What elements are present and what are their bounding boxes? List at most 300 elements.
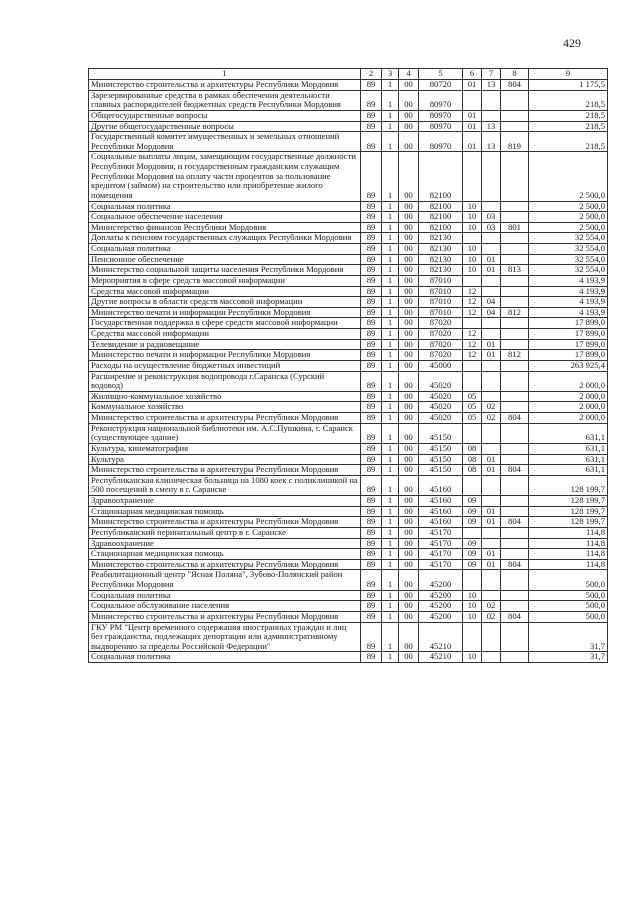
cell-code: 1 (382, 590, 399, 601)
row-name-cell: Социальная политика (89, 590, 361, 601)
row-name-cell: Телевидение и радиовещание (89, 339, 361, 350)
cell-code: 1 (382, 465, 399, 476)
cell-code: 1 (382, 622, 399, 652)
column-header: 8 (501, 69, 529, 80)
row-name-cell: Социальная политика (89, 201, 361, 212)
cell-ministry-code: 813 (501, 265, 529, 276)
column-header: 5 (419, 69, 463, 80)
cell-section: 09 (463, 549, 482, 560)
cell-subsection: 01 (482, 549, 501, 560)
cell-ministry-code: 812 (501, 307, 529, 318)
row-name-cell: Коммунальное хозяйство (89, 402, 361, 413)
table-row (89, 465, 608, 476)
cell-section: 01 (463, 110, 482, 121)
cell-subsection (482, 570, 501, 590)
cell-code: 89 (361, 132, 382, 152)
table-row (89, 286, 608, 297)
cell-ministry-code (501, 496, 529, 507)
cell-code: 00 (399, 233, 419, 244)
cell-subsection (482, 475, 501, 495)
cell-ministry-code (501, 538, 529, 549)
cell-code: 89 (361, 413, 382, 424)
row-name-cell: Здравоохранение (89, 538, 361, 549)
cell-subsection: 01 (482, 506, 501, 517)
table-row (89, 454, 608, 465)
cell-code: 89 (361, 201, 382, 212)
cell-amount: 218,5 (529, 110, 608, 121)
cell-code: 00 (399, 413, 419, 424)
cell-ministry-code (501, 110, 529, 121)
cell-code: 00 (399, 402, 419, 413)
cell-code: 00 (399, 423, 419, 443)
column-header: 3 (382, 69, 399, 80)
cell-section: 12 (463, 307, 482, 318)
cell-code: 45170 (419, 527, 463, 538)
cell-section: 12 (463, 350, 482, 361)
cell-code: 45160 (419, 496, 463, 507)
cell-subsection (482, 622, 501, 652)
table-row (89, 222, 608, 233)
cell-section (463, 423, 482, 443)
cell-section: 10 (463, 254, 482, 265)
cell-amount: 4 193,9 (529, 297, 608, 308)
row-name-cell: Министерство строительства и архитектуры Республики Мордовия (89, 559, 361, 570)
cell-code: 00 (399, 201, 419, 212)
cell-amount: 4 193,9 (529, 275, 608, 286)
cell-code: 87020 (419, 350, 463, 361)
cell-code: 1 (382, 391, 399, 402)
cell-ministry-code: 801 (501, 222, 529, 233)
row-name-cell: Доплаты к пенсиям государственных служащих Республики Мордовия (89, 233, 361, 244)
cell-code: 00 (399, 244, 419, 255)
table-row (89, 527, 608, 538)
cell-code: 1 (382, 307, 399, 318)
cell-code: 1 (382, 517, 399, 528)
cell-subsection (482, 329, 501, 340)
cell-ministry-code (501, 244, 529, 255)
cell-section (463, 622, 482, 652)
cell-amount: 2 000,0 (529, 391, 608, 402)
cell-code: 89 (361, 611, 382, 622)
cell-code: 80970 (419, 110, 463, 121)
table-row (89, 413, 608, 424)
row-name-cell: Культура (89, 454, 361, 465)
cell-code: 45170 (419, 549, 463, 560)
cell-code: 1 (382, 275, 399, 286)
cell-code: 1 (382, 360, 399, 371)
cell-code: 89 (361, 233, 382, 244)
cell-code: 00 (399, 496, 419, 507)
table-row (89, 329, 608, 340)
cell-code: 1 (382, 475, 399, 495)
cell-section (463, 275, 482, 286)
row-name-cell: Средства массовой информации (89, 329, 361, 340)
table-row (89, 307, 608, 318)
row-name-cell: Республиканский перинатальный центр в г. Саранске (89, 527, 361, 538)
cell-code: 00 (399, 265, 419, 276)
cell-code: 00 (399, 454, 419, 465)
cell-subsection (482, 496, 501, 507)
table-row (89, 622, 608, 652)
cell-section: 10 (463, 222, 482, 233)
cell-code: 1 (382, 329, 399, 340)
cell-section: 10 (463, 611, 482, 622)
cell-code: 00 (399, 443, 419, 454)
cell-section: 05 (463, 391, 482, 402)
cell-code: 1 (382, 611, 399, 622)
cell-amount: 4 193,9 (529, 307, 608, 318)
table-row (89, 652, 608, 663)
cell-subsection (482, 391, 501, 402)
cell-section: 10 (463, 601, 482, 612)
cell-ministry-code (501, 601, 529, 612)
cell-subsection (482, 538, 501, 549)
cell-amount: 631,1 (529, 443, 608, 454)
cell-code: 00 (399, 222, 419, 233)
cell-code: 45020 (419, 413, 463, 424)
row-name-cell: Министерство печати и информации Республики Мордовия (89, 350, 361, 361)
cell-code: 1 (382, 570, 399, 590)
cell-section: 01 (463, 132, 482, 152)
row-name-cell: Республиканская клиническая больница на 1080 коек с поликлиникой на 500 посещений в смену в г. Саранске (89, 475, 361, 495)
cell-subsection (482, 423, 501, 443)
cell-code: 89 (361, 423, 382, 443)
cell-code: 1 (382, 527, 399, 538)
cell-code: 00 (399, 527, 419, 538)
cell-amount: 31,7 (529, 652, 608, 663)
cell-subsection: 13 (482, 132, 501, 152)
page-number: 429 (563, 36, 581, 50)
cell-subsection: 13 (482, 121, 501, 132)
table-row (89, 423, 608, 443)
cell-code: 45210 (419, 652, 463, 663)
table-row (89, 360, 608, 371)
cell-code: 00 (399, 297, 419, 308)
cell-code: 89 (361, 443, 382, 454)
cell-code: 00 (399, 339, 419, 350)
cell-subsection (482, 590, 501, 601)
cell-subsection (482, 90, 501, 110)
column-header: 1 (89, 69, 361, 80)
cell-code: 89 (361, 570, 382, 590)
cell-code: 45160 (419, 517, 463, 528)
cell-amount: 32 554,0 (529, 265, 608, 276)
row-name-cell: Общегосударственные вопросы (89, 110, 361, 121)
cell-amount: 17 899,0 (529, 339, 608, 350)
cell-code: 45150 (419, 465, 463, 476)
cell-code: 82130 (419, 233, 463, 244)
cell-code: 45200 (419, 611, 463, 622)
cell-code: 89 (361, 475, 382, 495)
cell-subsection (482, 233, 501, 244)
cell-ministry-code: 819 (501, 132, 529, 152)
cell-code: 87020 (419, 339, 463, 350)
cell-amount: 631,1 (529, 423, 608, 443)
table-row (89, 402, 608, 413)
cell-code: 82100 (419, 152, 463, 201)
cell-ministry-code: 804 (501, 465, 529, 476)
cell-section: 01 (463, 80, 482, 91)
cell-code: 45150 (419, 443, 463, 454)
table-body (89, 80, 608, 663)
table-row (89, 549, 608, 560)
cell-code: 89 (361, 506, 382, 517)
cell-amount: 2 500,0 (529, 152, 608, 201)
cell-code: 45150 (419, 423, 463, 443)
cell-code: 00 (399, 538, 419, 549)
cell-code: 1 (382, 402, 399, 413)
table-row (89, 339, 608, 350)
cell-code: 89 (361, 590, 382, 601)
cell-code: 89 (361, 297, 382, 308)
cell-code: 1 (382, 244, 399, 255)
cell-code: 89 (361, 360, 382, 371)
table-row (89, 559, 608, 570)
cell-amount: 32 554,0 (529, 244, 608, 255)
cell-ministry-code: 804 (501, 559, 529, 570)
cell-code: 82130 (419, 244, 463, 255)
cell-subsection: 01 (482, 454, 501, 465)
cell-amount: 17 899,0 (529, 318, 608, 329)
row-name-cell: Социальная политика (89, 244, 361, 255)
cell-code: 89 (361, 90, 382, 110)
cell-code: 45200 (419, 570, 463, 590)
cell-code: 00 (399, 549, 419, 560)
cell-code: 00 (399, 152, 419, 201)
cell-amount: 218,5 (529, 90, 608, 110)
cell-code: 89 (361, 80, 382, 91)
cell-code: 1 (382, 538, 399, 549)
cell-code: 82130 (419, 265, 463, 276)
cell-amount: 500,0 (529, 590, 608, 601)
cell-code: 89 (361, 222, 382, 233)
cell-amount: 500,0 (529, 570, 608, 590)
cell-subsection: 13 (482, 80, 501, 91)
cell-subsection: 01 (482, 350, 501, 361)
table-row (89, 570, 608, 590)
cell-code: 1 (382, 413, 399, 424)
cell-section: 09 (463, 506, 482, 517)
cell-subsection (482, 371, 501, 391)
cell-subsection: 04 (482, 297, 501, 308)
cell-code: 89 (361, 307, 382, 318)
cell-code: 45170 (419, 538, 463, 549)
row-name-cell: Расходы на осуществление бюджетных инвестиций (89, 360, 361, 371)
cell-code: 00 (399, 517, 419, 528)
cell-amount: 32 554,0 (529, 254, 608, 265)
cell-section: 09 (463, 538, 482, 549)
table-row (89, 601, 608, 612)
cell-section: 10 (463, 265, 482, 276)
cell-code: 89 (361, 110, 382, 121)
cell-code: 1 (382, 121, 399, 132)
cell-code: 1 (382, 233, 399, 244)
cell-code: 1 (382, 265, 399, 276)
cell-code: 82100 (419, 201, 463, 212)
table-row (89, 391, 608, 402)
cell-code: 89 (361, 350, 382, 361)
cell-code: 00 (399, 360, 419, 371)
cell-code: 89 (361, 601, 382, 612)
cell-code: 45160 (419, 506, 463, 517)
cell-amount: 2 000,0 (529, 402, 608, 413)
cell-code: 1 (382, 443, 399, 454)
cell-code: 89 (361, 549, 382, 560)
cell-section: 10 (463, 244, 482, 255)
cell-section (463, 360, 482, 371)
row-name-cell: Министерство строительства и архитектуры Республики Мордовия (89, 465, 361, 476)
cell-code: 82100 (419, 212, 463, 223)
row-name-cell: Другие общегосударственные вопросы (89, 121, 361, 132)
cell-code: 89 (361, 254, 382, 265)
cell-code: 45160 (419, 475, 463, 495)
cell-code: 1 (382, 371, 399, 391)
cell-code: 00 (399, 254, 419, 265)
cell-amount: 114,8 (529, 538, 608, 549)
cell-code: 1 (382, 110, 399, 121)
cell-code: 00 (399, 318, 419, 329)
cell-code: 00 (399, 391, 419, 402)
cell-subsection (482, 152, 501, 201)
table-row (89, 318, 608, 329)
cell-subsection: 03 (482, 222, 501, 233)
cell-code: 00 (399, 90, 419, 110)
cell-subsection (482, 244, 501, 255)
cell-ministry-code (501, 212, 529, 223)
cell-section: 10 (463, 652, 482, 663)
table-row (89, 538, 608, 549)
column-header: 9 (529, 69, 608, 80)
table-row (89, 506, 608, 517)
cell-code: 1 (382, 423, 399, 443)
cell-code: 89 (361, 329, 382, 340)
cell-code: 45200 (419, 590, 463, 601)
cell-code: 00 (399, 506, 419, 517)
cell-code: 00 (399, 601, 419, 612)
cell-ministry-code (501, 233, 529, 244)
cell-subsection: 03 (482, 212, 501, 223)
cell-code: 45210 (419, 622, 463, 652)
cell-amount: 4 193,9 (529, 286, 608, 297)
table-row (89, 275, 608, 286)
table-row (89, 90, 608, 110)
table-row (89, 590, 608, 601)
cell-subsection: 02 (482, 402, 501, 413)
cell-subsection (482, 443, 501, 454)
row-name-cell: Другие вопросы в области средств массовой информации (89, 297, 361, 308)
row-name-cell: Министерство строительства и архитектуры Республики Мордовия (89, 611, 361, 622)
cell-code: 80970 (419, 90, 463, 110)
cell-ministry-code (501, 391, 529, 402)
cell-section: 08 (463, 454, 482, 465)
cell-code: 87010 (419, 286, 463, 297)
cell-amount: 631,1 (529, 454, 608, 465)
cell-subsection (482, 360, 501, 371)
cell-code: 00 (399, 350, 419, 361)
cell-section (463, 475, 482, 495)
cell-ministry-code: 812 (501, 350, 529, 361)
cell-code: 89 (361, 496, 382, 507)
cell-code: 00 (399, 371, 419, 391)
row-name-cell: Социальные выплаты лицам, замещающим государственные должности Республики Мордовия, и государственным гражданским служащим Республики Мордовия на оплату части процентов за пользование кредитом (займом) на строительство или приобретение жилого помещения (89, 152, 361, 201)
cell-code: 89 (361, 121, 382, 132)
row-name-cell: Жилищно-коммунальное хозяйство (89, 391, 361, 402)
cell-section: 10 (463, 590, 482, 601)
table-row (89, 80, 608, 91)
cell-section: 01 (463, 121, 482, 132)
cell-ministry-code: 804 (501, 517, 529, 528)
cell-code: 82130 (419, 254, 463, 265)
cell-ministry-code: 804 (501, 80, 529, 91)
column-header: 7 (482, 69, 501, 80)
cell-subsection: 01 (482, 339, 501, 350)
cell-code: 82100 (419, 222, 463, 233)
table-row (89, 371, 608, 391)
cell-code: 00 (399, 80, 419, 91)
cell-section: 08 (463, 465, 482, 476)
cell-code: 89 (361, 244, 382, 255)
cell-subsection (482, 286, 501, 297)
row-name-cell: Социальное обслуживание населения (89, 601, 361, 612)
cell-ministry-code (501, 454, 529, 465)
cell-code: 87010 (419, 307, 463, 318)
cell-code: 1 (382, 90, 399, 110)
cell-code: 00 (399, 570, 419, 590)
table-row (89, 265, 608, 276)
cell-code: 1 (382, 549, 399, 560)
row-name-cell: Культура, кинематография (89, 443, 361, 454)
cell-section (463, 233, 482, 244)
cell-section: 12 (463, 297, 482, 308)
cell-code: 45020 (419, 371, 463, 391)
cell-section (463, 527, 482, 538)
cell-amount: 1 175,5 (529, 80, 608, 91)
cell-code: 89 (361, 371, 382, 391)
column-header: 6 (463, 69, 482, 80)
cell-amount: 2 500,0 (529, 201, 608, 212)
table-row (89, 233, 608, 244)
row-name-cell: Социальное обеспечение населения (89, 212, 361, 223)
cell-amount: 631,1 (529, 465, 608, 476)
cell-code: 00 (399, 611, 419, 622)
cell-amount: 114,8 (529, 527, 608, 538)
cell-code: 1 (382, 132, 399, 152)
cell-amount: 17 899,0 (529, 329, 608, 340)
row-name-cell: Министерство печати и информации Республики Мордовия (89, 307, 361, 318)
cell-subsection: 01 (482, 559, 501, 570)
cell-code: 89 (361, 622, 382, 652)
cell-subsection (482, 275, 501, 286)
cell-section (463, 152, 482, 201)
cell-subsection (482, 318, 501, 329)
cell-code: 00 (399, 286, 419, 297)
cell-ministry-code: 804 (501, 611, 529, 622)
cell-code: 80970 (419, 121, 463, 132)
cell-code: 89 (361, 318, 382, 329)
cell-ministry-code (501, 339, 529, 350)
cell-code: 89 (361, 212, 382, 223)
cell-ministry-code (501, 201, 529, 212)
cell-code: 1 (382, 201, 399, 212)
cell-subsection: 02 (482, 611, 501, 622)
cell-code: 89 (361, 454, 382, 465)
cell-ministry-code: 804 (501, 413, 529, 424)
row-name-cell: Зарезервированные средства в рамках обеспечения деятельности главных распорядителей бюджетных средств Республики Мордовия (89, 90, 361, 110)
cell-section (463, 318, 482, 329)
cell-code: 00 (399, 475, 419, 495)
cell-ministry-code (501, 275, 529, 286)
table-row (89, 121, 608, 132)
